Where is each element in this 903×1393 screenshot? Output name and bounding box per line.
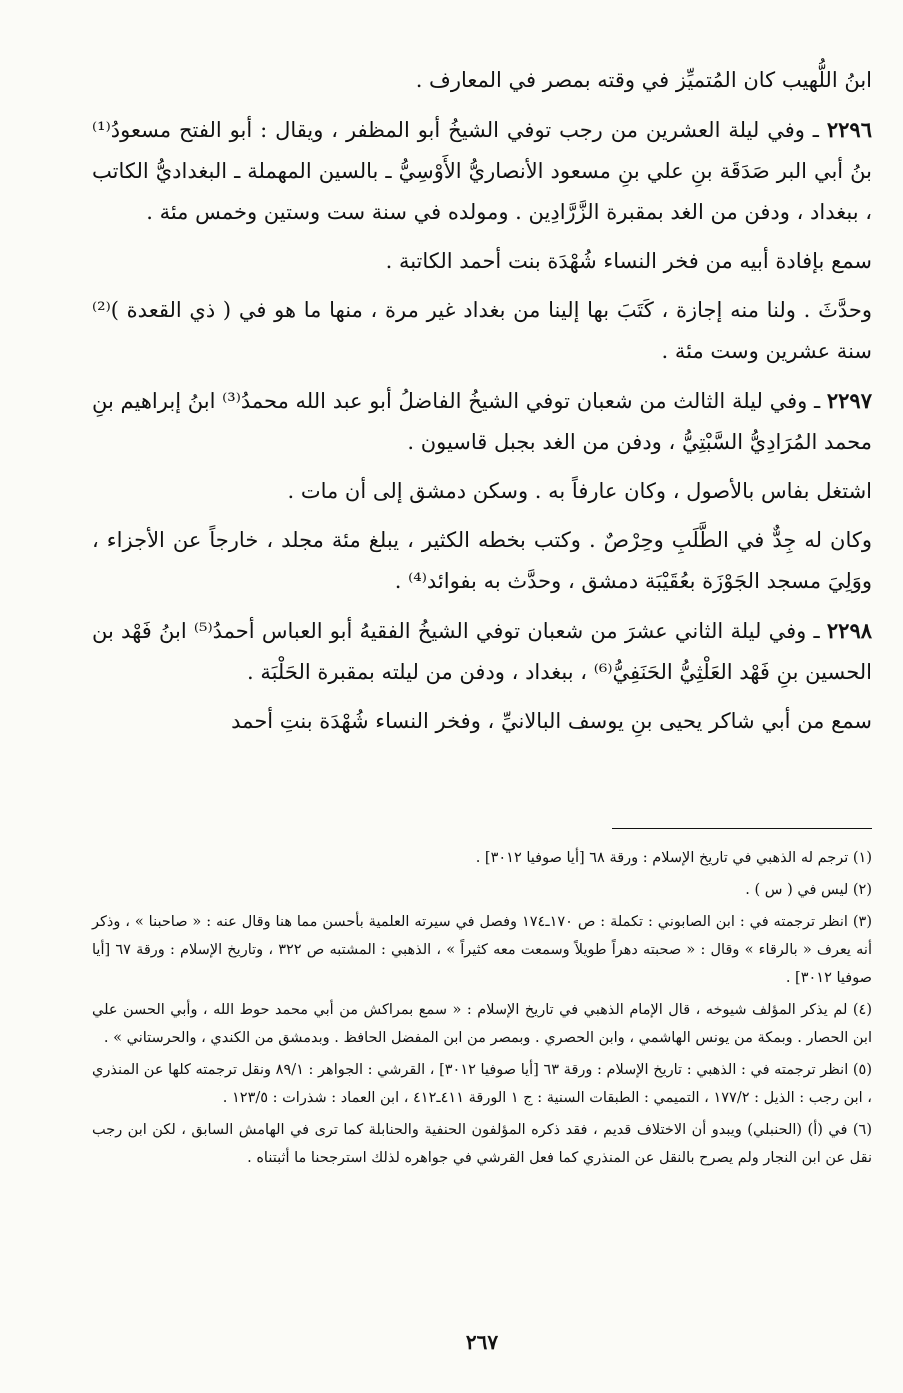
- entry-number-2298: ٢٢٩٨: [826, 618, 873, 643]
- footnote-4: (٤) لم يذكر المؤلف شيوخه ، قال الإمام الذهبي في تاريخ الإسلام : « سمع بمراكش من أبي محمد حوط الله ، وأبي الحسن علي ابن الحصار . وبمكة من يونس الهاشمي ، وابن الحصري . وبمصر من ابن المفضل الحافظ . وبدمشق من الكندي ، والحرستاني » .: [92, 1002, 872, 1046]
- footnote-3: (٣) انظر ترجمته في : ابن الصابوني : تكملة : ص ١٧٠ـ١٧٤ وفصل في سيرته العلمية بأحسن مما هنا وقال عنه : « صاحبنا » ، وذكر أنه يعرف « بالرقاء » وقال : « صحبته دهراً طويلاً وسمعت معه كثيراً » ، الذهبي : المشتبه ص ٣٢٢ ، وتاريخ الإسلام : ورقة ٦٧ [أيا صوفيا ٣٠١٢] .: [92, 914, 872, 986]
- footnote-1: (١) ترجم له الذهبي في تاريخ الإسلام : ورقة ٦٨ [أيا صوفيا ٣٠١٢] .: [475, 850, 872, 866]
- entry-2298: [92, 610, 872, 693]
- paragraph-sama: سمع بإفادة أبيه من فخر النساء شُهْدَة بنت أحمد الكاتبة .: [385, 249, 872, 273]
- entry-2296: [92, 109, 872, 233]
- paragraph-sama-2: سمع من أبي شاكر يحيى بنِ يوسف البالانيِّ ، وفخر النساء شُهْدَة بنتِ أحمد: [231, 709, 872, 733]
- main-text: [92, 60, 872, 742]
- paragraph-ishtaghala: اشتغل بفاس بالأصول ، وكان عارفاً به . وسكن دمشق إلى أن مات .: [287, 479, 872, 503]
- entry-2297: [92, 380, 872, 463]
- footnote-2: (٢) ليس في ( س ) .: [745, 882, 872, 898]
- entry-text-2297: ـ وفي ليلة الثالث من شعبان توفي الشيخُ الفاضلُ أبو عبد الله محمدُ⁽³⁾ ابنُ إبراهيم بنِ محمد المُرَادِيُّ السَّبْتِيُّ ، ودفن من الغد بجبل قاسيون .: [92, 389, 872, 454]
- paragraph-intro: ابنُ اللُّهيب كان المُتميِّز في وقته بمصر في المعارف .: [415, 68, 872, 92]
- entry-text-2298: ـ وفي ليلة الثاني عشرَ من شعبان توفي الشيخُ الفقيهُ أبو العباس أحمدُ⁽⁵⁾ ابنُ فَهْد بن الحسين بنِ فَهْد العَلْثِيُّ الحَنَفِيُّ⁽⁶⁾ ، ببغداد ، ودفن من ليلته بمقبرة الحَلْبَة .: [92, 619, 872, 684]
- book-page: [92, 60, 872, 1370]
- footnote-5: (٥) انظر ترجمته في : الذهبي : تاريخ الإسلام : ورقة ٦٣ [أيا صوفيا ٣٠١٢] ، القرشي : الجواهر : ٨٩/١ ونقل ترجمته كلها عن المنذري ، ابن رجب : الذيل : ١٧٧/٢ ، التميمي : الطبقات السنية : ج ١ الورقة ٤١١ـ٤١٢ ، ابن العماد : شذرات : ١٢٣/٥ .: [92, 1062, 872, 1106]
- paragraph-jidd: وكان له جِدٌّ في الطَّلَبِ وحِرْصٌ . وكتب بخطه الكثير ، يبلغ مئة مجلد ، خارجاً عن الأجزاء ، ووَلِيَ مسجد الجَوْزَة بعُقَيْبَة دمشق ، وحدَّث به بفوائد⁽⁴⁾ .: [92, 528, 872, 593]
- page-number: ٢٦٧: [465, 1330, 499, 1354]
- footnote-divider: [612, 828, 872, 829]
- paragraph-hadath: وحدَّثَ . ولنا منه إجازة ، كَتَبَ بها إلينا من بغداد غير مرة ، منها ما هو في ( ذي القعدة )⁽²⁾ سنة عشرين وست مئة .: [92, 298, 872, 363]
- entry-number-2297: ٢٢٩٧: [826, 388, 872, 413]
- footnote-6: (٦) في (أ) (الحنبلي) ويبدو أن الاختلاف قديم ، فقد ذكره المؤلفون الحنفية والحنابلة كما ترى في الهامش السابق ، لكن ابن رجب نقل عن ابن النجار ولم يصرح بالنقل عن المنذري كما فعل القرشي في جواهره لذلك استرجحنا ما أثبتناه .: [92, 1122, 872, 1166]
- footnotes: [92, 844, 872, 1176]
- entry-text-2296: ـ وفي ليلة العشرين من رجب توفي الشيخُ أبو المظفر ، ويقال : أبو الفتح مسعودُ⁽¹⁾ بنُ أبي البر صَدَقَة بنِ علي بنِ مسعود الأنصاريُّ الأَوْسِيُّ ـ بالسين المهملة ـ البغداديُّ الكاتب ، ببغداد ، ودفن من الغد بمقبرة الزَّرَّادِين . ومولده في سنة ست وستين وخمس مئة .: [92, 118, 872, 224]
- entry-number-2296: ٢٢٩٦: [826, 117, 872, 142]
